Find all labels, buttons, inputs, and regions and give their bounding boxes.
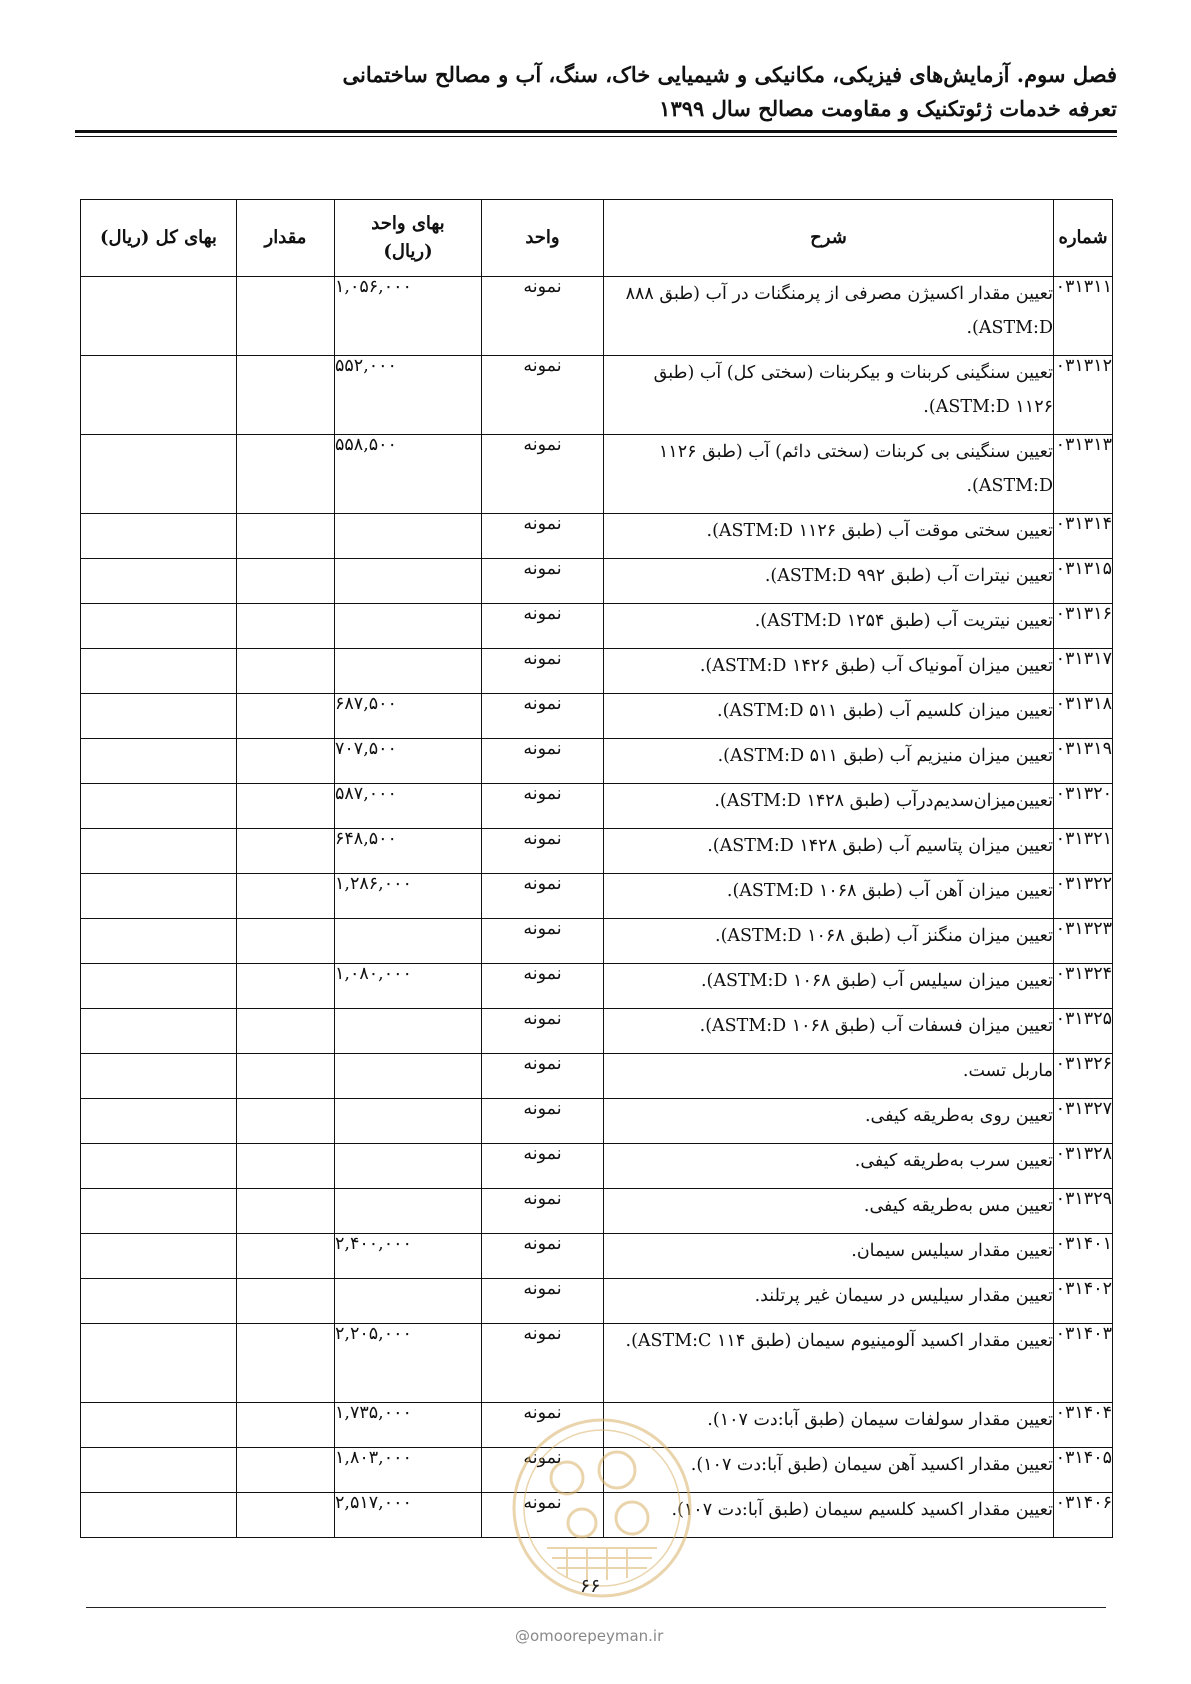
row-total [81,874,237,919]
row-unit: نمونه [482,964,604,1009]
page-number: ۶۶ [580,1575,601,1597]
row-quantity [237,1099,335,1144]
table-header-row [81,200,1113,277]
row-description: تعیین میزان پتاسیم آب (طبق ASTM:D ۱۴۲۸). [604,829,1054,874]
row-total [81,1403,237,1448]
row-number: ۰۳۱۳۱۳ [1054,435,1113,514]
row-quantity [237,739,335,784]
row-quantity [237,559,335,604]
row-description: تعیین میزان فسفات آب (طبق ASTM:D ۱۰۶۸). [604,1009,1054,1054]
row-quantity [237,277,335,356]
row-description: تعیین سنگینی بی کربنات (سختی دائم) آب (طبق ۱۱۲۶ ASTM:D). [604,435,1054,514]
table-row [81,277,1113,356]
header-unit-price-currency: (ریال) [383,241,433,262]
row-number: ۰۳۱۳۱۵ [1054,559,1113,604]
table-row [81,559,1113,604]
row-total [81,1324,237,1403]
row-unit-price: ۲,۲۰۵,۰۰۰ [335,1324,482,1403]
row-total [81,356,237,435]
row-unit: نمونه [482,1324,604,1403]
row-description: تعیین میزان آمونیاک آب (طبق ASTM:D ۱۴۲۶). [604,649,1054,694]
row-total [81,649,237,694]
row-total [81,559,237,604]
row-quantity [237,694,335,739]
row-description: تعیین سنگینی کربنات و بیکربنات (سختی کل) آب (طبق ASTM:D ۱۱۲۶). [604,356,1054,435]
row-unit: نمونه [482,559,604,604]
header-rule-thin [75,136,1117,137]
row-description: تعیین‌میزان‌سدیم‌درآب (طبق ASTM:D ۱۴۲۸). [604,784,1054,829]
row-unit: نمونه [482,919,604,964]
row-unit: نمونه [482,1099,604,1144]
row-description: تعیین نیترات آب (طبق ASTM:D ۹۹۲). [604,559,1054,604]
row-description: تعیین میزان کلسیم آب (طبق ASTM:D ۵۱۱). [604,694,1054,739]
row-number: ۰۳۱۳۱۱ [1054,277,1113,356]
row-number: ۰۳۱۳۱۸ [1054,694,1113,739]
row-description: تعیین میزان آهن آب (طبق ASTM:D ۱۰۶۸). [604,874,1054,919]
row-number: ۰۳۱۴۰۶ [1054,1493,1113,1538]
row-description: تعیین سختی موقت آب (طبق ASTM:D ۱۱۲۶). [604,514,1054,559]
row-unit-price [335,1189,482,1234]
row-unit: نمونه [482,784,604,829]
table-row [81,919,1113,964]
row-unit: نمونه [482,277,604,356]
row-total [81,919,237,964]
row-unit-price [335,1099,482,1144]
table-row [81,694,1113,739]
table-row [81,1099,1113,1144]
row-number: ۰۳۱۳۲۸ [1054,1144,1113,1189]
row-description: تعیین سرب به‌طریقه کیفی. [604,1144,1054,1189]
row-unit: نمونه [482,874,604,919]
row-total [81,694,237,739]
row-unit: نمونه [482,604,604,649]
table-row [81,435,1113,514]
row-unit-price: ۱,۸۰۳,۰۰۰ [335,1448,482,1493]
row-number: ۰۳۱۴۰۲ [1054,1279,1113,1324]
row-number: ۰۳۱۳۱۴ [1054,514,1113,559]
row-total [81,1234,237,1279]
row-unit: نمونه [482,649,604,694]
table-row [81,964,1113,1009]
table-row [81,1279,1113,1324]
table-row [81,649,1113,694]
row-quantity [237,919,335,964]
row-description: تعیین مقدار اکسید کلسیم سیمان (طبق آبا:دت ۱۰۷). [604,1493,1054,1538]
row-quantity [237,514,335,559]
row-quantity [237,356,335,435]
table-row [81,1493,1113,1538]
row-total [81,829,237,874]
row-number: ۰۳۱۳۲۶ [1054,1054,1113,1099]
row-quantity [237,1448,335,1493]
row-quantity [237,1144,335,1189]
table-row [81,1324,1113,1403]
row-quantity [237,964,335,1009]
table-row [81,514,1113,559]
row-unit: نمونه [482,739,604,784]
row-description: تعیین مس به‌طریقه کیفی. [604,1189,1054,1234]
row-total [81,1009,237,1054]
row-description: تعیین میزان سیلیس آب (طبق ASTM:D ۱۰۶۸). [604,964,1054,1009]
row-unit-price: ۱,۰۵۶,۰۰۰ [335,277,482,356]
row-quantity [237,784,335,829]
row-unit: نمونه [482,694,604,739]
row-unit-price [335,1054,482,1099]
row-number: ۰۳۱۳۲۲ [1054,874,1113,919]
website-watermark: @omoorepeyman.ir [515,1627,664,1645]
row-unit-price: ۱,۰۸۰,۰۰۰ [335,964,482,1009]
row-total [81,1189,237,1234]
row-description: تعیین میزان منیزیم آب (طبق ASTM:D ۵۱۱). [604,739,1054,784]
row-description: تعیین روی به‌طریقه کیفی. [604,1099,1054,1144]
row-total [81,1279,237,1324]
row-unit-price: ۵۵۲,۰۰۰ [335,356,482,435]
row-quantity [237,1324,335,1403]
row-unit-price [335,604,482,649]
row-quantity [237,1009,335,1054]
row-description: تعیین نیتریت آب (طبق ASTM:D ۱۲۵۴). [604,604,1054,649]
row-unit: نمونه [482,1054,604,1099]
row-quantity [237,1279,335,1324]
row-unit-price [335,919,482,964]
row-total [81,1054,237,1099]
row-unit-price [335,559,482,604]
header-number: شماره [1054,200,1113,277]
row-quantity [237,649,335,694]
table-row [81,739,1113,784]
row-number: ۰۳۱۳۱۹ [1054,739,1113,784]
table-row [81,1054,1113,1099]
row-unit-price [335,514,482,559]
row-unit: نمونه [482,1403,604,1448]
row-number: ۰۳۱۴۰۱ [1054,1234,1113,1279]
row-quantity [237,604,335,649]
row-description: تعیین مقدار سیلیس در سیمان غیر پرتلند. [604,1279,1054,1324]
row-unit: نمونه [482,1279,604,1324]
row-unit: نمونه [482,1234,604,1279]
row-total [81,1493,237,1538]
row-number: ۰۳۱۳۲۹ [1054,1189,1113,1234]
document-title: تعرفه خدمات ژئوتکنیک و مقاومت مصالح سال ۱۳۹۹ [659,96,1117,121]
table-row [81,1009,1113,1054]
row-description: تعیین مقدار سیلیس سیمان. [604,1234,1054,1279]
row-total [81,1144,237,1189]
row-quantity [237,829,335,874]
row-unit-price: ۲,۵۱۷,۰۰۰ [335,1493,482,1538]
table-row [81,1144,1113,1189]
row-quantity [237,1493,335,1538]
row-total [81,514,237,559]
row-number: ۰۳۱۳۱۲ [1054,356,1113,435]
row-unit: نمونه [482,1009,604,1054]
row-quantity [237,435,335,514]
page-header [75,58,1117,126]
row-total [81,1448,237,1493]
row-number: ۰۳۱۴۰۳ [1054,1324,1113,1403]
row-unit-price: ۱,۲۸۶,۰۰۰ [335,874,482,919]
table-row [81,1403,1113,1448]
row-unit: نمونه [482,1144,604,1189]
row-unit: نمونه [482,356,604,435]
row-unit: نمونه [482,829,604,874]
row-unit-price [335,649,482,694]
row-unit: نمونه [482,514,604,559]
table-row [81,604,1113,649]
row-unit: نمونه [482,1448,604,1493]
table-row [81,874,1113,919]
row-unit-price [335,1009,482,1054]
header-rule-thick [75,130,1117,133]
table-row [81,1234,1113,1279]
row-unit-price: ۲,۴۰۰,۰۰۰ [335,1234,482,1279]
row-quantity [237,1234,335,1279]
row-total [81,1099,237,1144]
row-description: تعیین مقدار اکسید آهن سیمان (طبق آبا:دت ۱۰۷). [604,1448,1054,1493]
row-quantity [237,1189,335,1234]
row-number: ۰۳۱۳۲۴ [1054,964,1113,1009]
row-description: تعیین میزان منگنز آب (طبق ASTM:D ۱۰۶۸). [604,919,1054,964]
row-total [81,964,237,1009]
row-number: ۰۳۱۳۲۳ [1054,919,1113,964]
header-total: بهای کل (ریال) [81,200,237,277]
row-number: ۰۳۱۴۰۵ [1054,1448,1113,1493]
row-unit-price [335,1279,482,1324]
row-total [81,784,237,829]
row-number: ۰۳۱۳۱۶ [1054,604,1113,649]
row-unit: نمونه [482,1189,604,1234]
row-total [81,435,237,514]
row-unit: نمونه [482,1493,604,1538]
row-unit: نمونه [482,435,604,514]
row-number: ۰۳۱۳۲۱ [1054,829,1113,874]
row-number: ۰۳۱۳۱۷ [1054,649,1113,694]
row-unit-price: ۱,۷۳۵,۰۰۰ [335,1403,482,1448]
row-description: تعیین مقدار اکسیژن مصرفی از پرمنگنات در آب (طبق ۸۸۸ ASTM:D). [604,277,1054,356]
row-description: ماربل تست. [604,1054,1054,1099]
row-unit-price: ۶۴۸,۵۰۰ [335,829,482,874]
footer-rule [86,1607,1106,1608]
row-number: ۰۳۱۳۲۰ [1054,784,1113,829]
chapter-title: فصل سوم. آزمایش‌های فیزیکی، مکانیکی و شیمیایی خاک، سنگ، آب و مصالح ساختمانی [342,62,1117,87]
table-row [81,356,1113,435]
row-total [81,739,237,784]
row-number: ۰۳۱۳۲۷ [1054,1099,1113,1144]
tariff-table [80,199,1113,1538]
row-description: تعیین مقدار اکسید آلومینیوم سیمان (طبق ۱۱۴ ASTM:C). [604,1324,1054,1403]
row-unit-price [335,1144,482,1189]
table-row [81,784,1113,829]
row-quantity [237,874,335,919]
row-number: ۰۳۱۴۰۴ [1054,1403,1113,1448]
header-unit-price [335,200,482,277]
header-unit-price-label: بهای واحد [371,213,445,234]
header-quantity: مقدار [237,200,335,277]
row-unit-price: ۵۵۸,۵۰۰ [335,435,482,514]
table-row [81,1189,1113,1234]
row-quantity [237,1054,335,1099]
header-description: شرح [604,200,1054,277]
row-total [81,277,237,356]
table-row [81,829,1113,874]
row-unit-price: ۶۸۷,۵۰۰ [335,694,482,739]
table-row [81,1448,1113,1493]
row-unit-price: ۷۰۷,۵۰۰ [335,739,482,784]
row-unit-price: ۵۸۷,۰۰۰ [335,784,482,829]
row-number: ۰۳۱۳۲۵ [1054,1009,1113,1054]
header-unit: واحد [482,200,604,277]
row-quantity [237,1403,335,1448]
row-description: تعیین مقدار سولفات سیمان (طبق آبا:دت ۱۰۷). [604,1403,1054,1448]
row-total [81,604,237,649]
